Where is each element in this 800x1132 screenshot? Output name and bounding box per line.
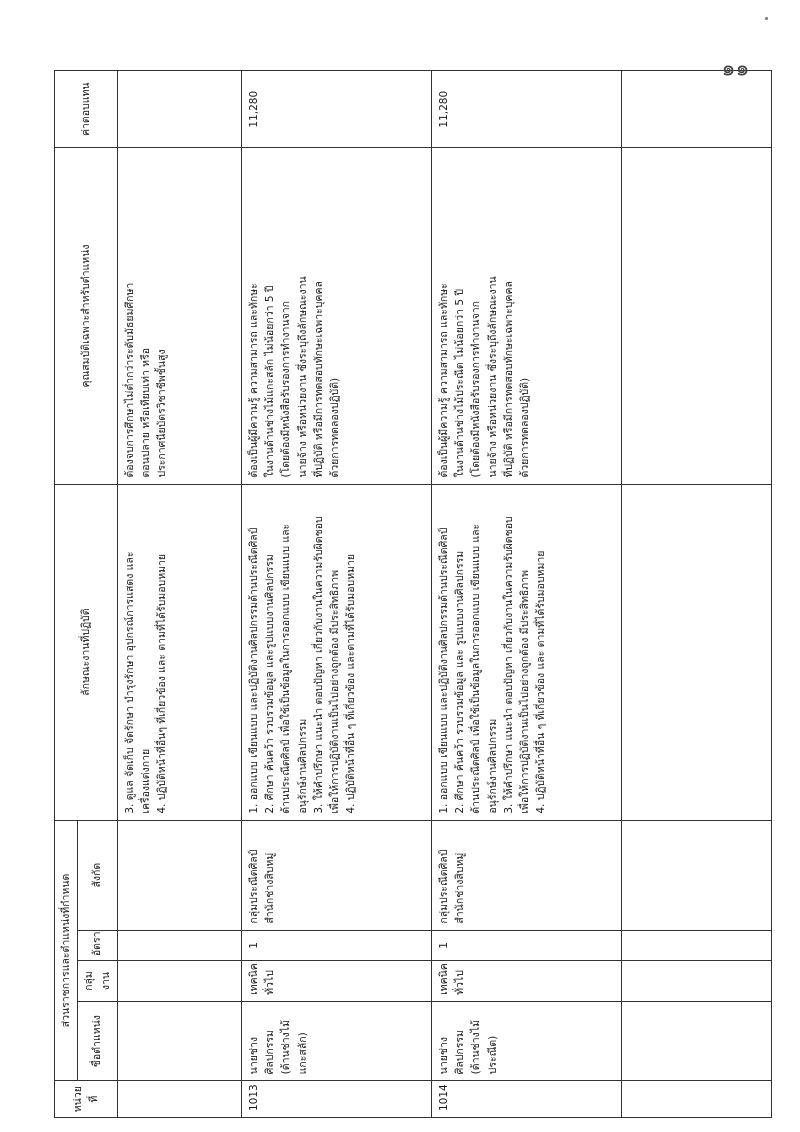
duty-line: 3. ให้คำปรึกษา แนะนำ ตอบปัญหา เกี่ยวกับงานในความรับผิดชอบ bbox=[502, 516, 515, 814]
rate: 1 bbox=[241, 930, 431, 961]
table-row-blank bbox=[621, 71, 771, 1118]
duty-line: 1. ออกแบบ เขียนแบบ และปฏิบัติงานศิลปกรรมด้านประณีตศิลป์ bbox=[247, 527, 260, 814]
handwritten-page-number: ๑๑ bbox=[721, 56, 750, 82]
duty-line: 2. ศึกษา ค้นคว้า รวบรวมข้อมูล และรูปแบบงานศิลปกรรม bbox=[264, 554, 277, 814]
qualification-line: ต้องเป็นผู้มีความรู้ ความสามารถ และทักษะ bbox=[247, 283, 260, 478]
table-row-continued bbox=[117, 71, 241, 1118]
row-number: 1013 bbox=[241, 1081, 431, 1118]
qualification-line: ในงานด้านช่างไม้แกะสลัก ไม่น้อยกว่า 5 ปี bbox=[264, 285, 277, 478]
qualification-line: ด้วยการทดลองปฏิบัติ) bbox=[519, 377, 532, 478]
duties-cell bbox=[241, 484, 431, 820]
header-duties: ลักษณะงานที่ปฏิบัติ bbox=[55, 484, 118, 820]
pay-value: 11,280 bbox=[431, 71, 621, 148]
header-rate: อัตรา bbox=[78, 930, 118, 961]
duty-line: เครื่องแต่งกาย bbox=[140, 748, 153, 814]
unit-sub: สำนักช่างสิบหมู่ bbox=[264, 852, 277, 924]
scan-speck bbox=[765, 17, 768, 20]
table-row bbox=[431, 71, 621, 1118]
rate: 1 bbox=[431, 930, 621, 961]
qualification-line: ที่ปฏิบัติ หรือมีการทดสอบทักษะเฉพาะบุคคล bbox=[312, 281, 325, 478]
header-num: ที่ bbox=[87, 1095, 100, 1103]
qualifications-cell bbox=[117, 148, 241, 484]
header-assigned-to: สังกัด bbox=[78, 820, 118, 930]
duty-line: 3. ให้คำปรึกษา แนะนำ ตอบปัญหา เกี่ยวกับงานในความรับผิดชอบ bbox=[312, 516, 325, 814]
position-name-cell bbox=[431, 1001, 621, 1080]
header-unit: หน่วย bbox=[71, 1086, 84, 1113]
duty-line: 4. ปฏิบัติหน้าที่อื่นๆ ที่เกี่ยวข้อง และ ตามที่ได้รับมอบหมาย bbox=[156, 553, 169, 814]
header-unit-number bbox=[55, 1081, 118, 1118]
row-number: 1014 bbox=[431, 1081, 621, 1118]
qualification-line: ในงานด้านช่างไม้ประณีต ไม่น้อยกว่า 5 ปี bbox=[454, 288, 467, 478]
position-name: นายช่างศิลปกรรม bbox=[247, 1030, 277, 1075]
table-row bbox=[241, 71, 431, 1118]
header-qualifications: คุณสมบัติเฉพาะสำหรับตำแหน่ง bbox=[55, 148, 118, 484]
duty-line: อนุรักษ์งานศิลปกรรม bbox=[486, 718, 499, 814]
unit-sub: สำนักช่างสิบหมู่ bbox=[454, 852, 467, 924]
job-group: เทคนิคทั่วไป bbox=[431, 961, 621, 1002]
duty-line: 3. ดูแล จัดเก็บ จัดรักษา บำรุงรักษา อุปกรณ์การแสดง และ bbox=[123, 551, 136, 814]
job-group: เทคนิคทั่วไป bbox=[241, 961, 431, 1002]
position-note: (ด้านช่างไม้ประณีต) bbox=[470, 1020, 499, 1075]
qualification-line: ประกาศนียบัตรวิชาชีพชั้นสูง bbox=[156, 349, 169, 478]
qualification-line: ตอนปลาย หรือเทียบเท่า หรือ bbox=[140, 347, 153, 478]
assigned-unit-cell bbox=[431, 820, 621, 930]
duties-cell bbox=[117, 484, 241, 820]
position-name: นายช่างศิลปกรรม bbox=[437, 1030, 467, 1075]
duty-line: 1. ออกแบบ เขียนแบบ และปฏิบัติงานศิลปกรรมด้านประณีตศิลป์ bbox=[437, 527, 450, 814]
qualifications-cell bbox=[431, 148, 621, 484]
header-position-name: ชื่อตำแหน่ง bbox=[78, 1001, 118, 1080]
duty-line: เพื่อให้การปฏิบัติงานเป็นไปอย่างถูกต้อง มีประสิทธิภาพ bbox=[519, 569, 532, 814]
duty-line: 4. ปฏิบัติหน้าที่อื่น ๆ ที่เกี่ยวข้อง และตามที่ได้รับมอบหมาย bbox=[345, 553, 358, 814]
duty-line: 2. ศึกษา ค้นคว้า รวบรวมข้อมูล และ รูปแบบงานศิลปกรรม bbox=[454, 550, 467, 814]
qualification-line: (โดยต้องมีหนังสือรับรองการทำงานจาก bbox=[470, 301, 483, 478]
qualification-line: ด้วยการทดลองปฏิบัติ) bbox=[329, 377, 342, 478]
qualification-line: นายจ้าง หรือหน่วยงาน ซึ่งระบุถึงลักษณะงาน bbox=[296, 276, 309, 478]
unit-name: กลุ่มประณีตศิลป์ bbox=[247, 849, 260, 924]
duty-line: ด้านประณีตศิลป์ เพื่อใช้เป็นข้อมูลในการออกแบบ เขียนแบบ และ bbox=[280, 523, 293, 814]
qualification-line: (โดยต้องมีหนังสือรับรองการทำงานจาก bbox=[280, 301, 293, 478]
qualifications-cell bbox=[241, 148, 431, 484]
position-name-cell bbox=[241, 1001, 431, 1080]
pay-value: 11,280 bbox=[241, 71, 431, 148]
qualification-line: ต้องเป็นผู้มีความรู้ ความสามารถ และทักษะ bbox=[437, 283, 450, 478]
header-group-title: ส่วนราชการและตำแหน่งที่กำหนด bbox=[55, 820, 78, 1081]
qualification-line: นายจ้าง หรือหน่วยงาน ซึ่งระบุถึงลักษณะงาน bbox=[486, 276, 499, 478]
duty-line: อนุรักษ์งานศิลปกรรม bbox=[296, 718, 309, 814]
duty-line: ด้านประณีตศิลป์ เพื่อใช้เป็นข้อมูลในการออกแบบ เขียนแบบ และ bbox=[470, 523, 483, 814]
duty-line: 4. ปฏิบัติหน้าที่อื่น ๆ ที่เกี่ยวข้อง และ ตามที่ได้รับมอบหมาย bbox=[535, 550, 548, 814]
positions-table bbox=[54, 70, 772, 1118]
header-job-group: กลุ่มงาน bbox=[78, 961, 118, 1002]
qualification-line: ต้องจบการศึกษาไม่ต่ำกว่าระดับมัธยมศึกษา bbox=[123, 282, 136, 478]
table-header bbox=[55, 71, 118, 1118]
duty-line: เพื่อให้การปฏิบัติงานเป็นไปอย่างถูกต้อง มีประสิทธิภาพ bbox=[329, 569, 342, 814]
qualification-line: ที่ปฏิบัติ หรือมีการทดสอบทักษะเฉพาะบุคคล bbox=[502, 281, 515, 478]
assigned-unit-cell bbox=[241, 820, 431, 930]
duties-cell bbox=[431, 484, 621, 820]
position-note: (ด้านช่างไม้แกะสลัก) bbox=[280, 1020, 309, 1075]
header-pay: ค่าตอบแทน bbox=[55, 71, 118, 148]
unit-name: กลุ่มประณีตศิลป์ bbox=[437, 849, 450, 924]
